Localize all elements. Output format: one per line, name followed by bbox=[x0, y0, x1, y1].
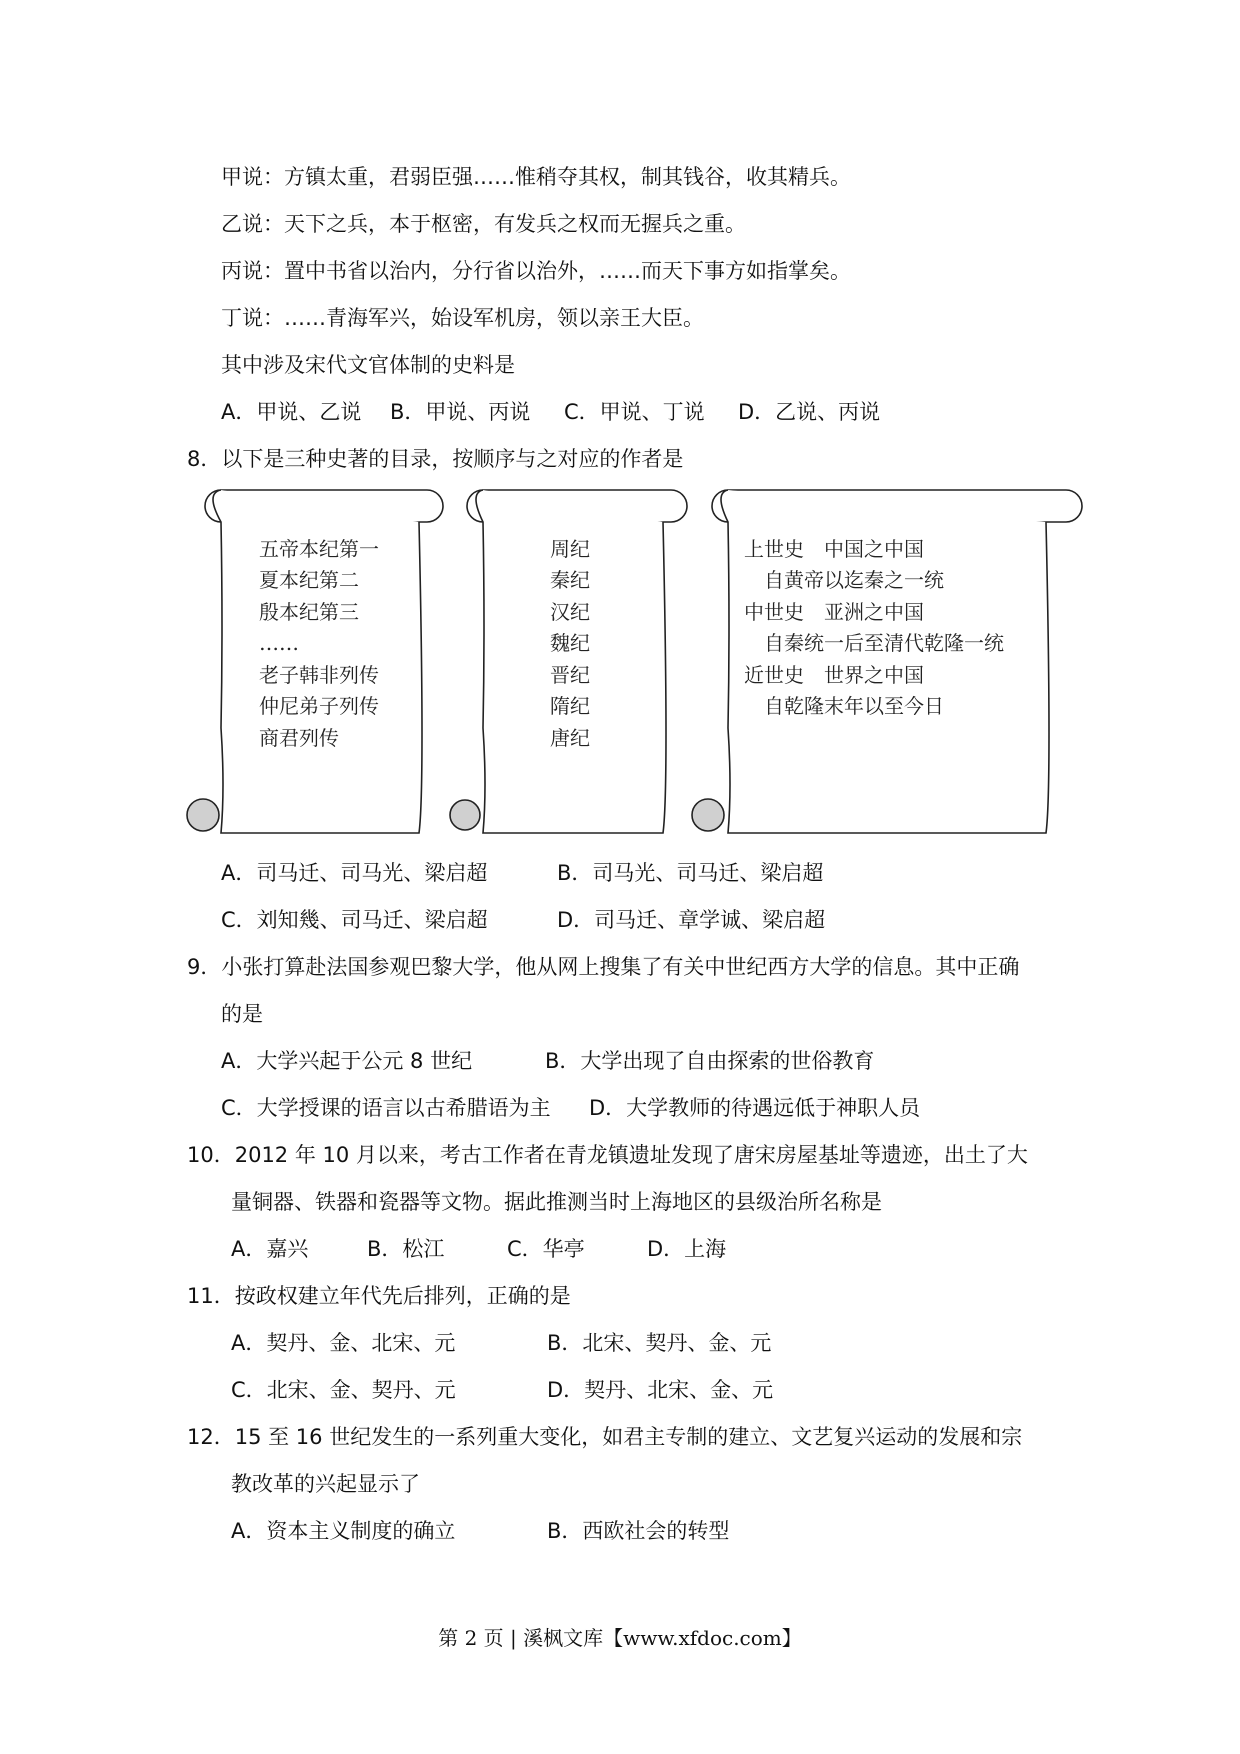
q7-line-yi: 乙说：天下之兵，本于枢密，有发兵之权而无握兵之重。 bbox=[221, 212, 746, 236]
q8-stem: 8．以下是三种史著的目录，按顺序与之对应的作者是 bbox=[187, 447, 684, 471]
q11-option-a: A．契丹、金、北宋、元 bbox=[231, 1331, 456, 1355]
q12-stem: 12．15 至 16 世纪发生的一系列重大变化，如君主专制的建立、文艺复兴运动的发展和宗 bbox=[187, 1425, 1023, 1449]
q12-option-a: A．资本主义制度的确立 bbox=[231, 1519, 456, 1543]
q9-stem-continued: 的是 bbox=[221, 1002, 263, 1026]
q11-option-b: B．北宋、契丹、金、元 bbox=[547, 1331, 772, 1355]
q11-option-d: D．契丹、北宋、金、元 bbox=[547, 1378, 774, 1402]
q7-option-c: C．甲说、丁说 bbox=[564, 400, 705, 424]
scroll-zhongguo-shi-line: 自秦统一后至清代乾隆一统 bbox=[744, 631, 1004, 655]
q9-stem: 9．小张打算赴法国参观巴黎大学，他从网上搜集了有关中世纪西方大学的信息。其中正确 bbox=[187, 955, 1020, 979]
scroll-zizhi-line: 魏纪 bbox=[550, 631, 590, 655]
q12-option-b: B．西欧社会的转型 bbox=[547, 1519, 730, 1543]
q9-option-a: A．大学兴起于公元 8 世纪 bbox=[221, 1049, 473, 1073]
q11-stem: 11．按政权建立年代先后排列，正确的是 bbox=[187, 1284, 571, 1308]
q12-stem-continued: 教改革的兴起显示了 bbox=[231, 1472, 420, 1496]
scroll-shiji-line: …… bbox=[259, 631, 299, 655]
scroll-shiji-line: 老子韩非列传 bbox=[259, 663, 379, 687]
scroll-shiji-line: 商君列传 bbox=[259, 726, 339, 750]
scroll-zizhi-line: 秦纪 bbox=[550, 568, 590, 592]
scroll-shiji-line: 仲尼弟子列传 bbox=[259, 694, 379, 718]
q10-option-b: B．松江 bbox=[367, 1237, 445, 1261]
q9-option-b: B．大学出现了自由探索的世俗教育 bbox=[545, 1049, 875, 1073]
q10-option-a: A．嘉兴 bbox=[231, 1237, 309, 1261]
q8-option-c: C．刘知幾、司马迁、梁启超 bbox=[221, 908, 488, 932]
scroll-zhongguo-shi-line: 中世史 亚洲之中国 bbox=[744, 600, 924, 624]
scroll-shiji-line: 五帝本纪第一 bbox=[259, 537, 379, 561]
scroll-zizhi-line: 周纪 bbox=[550, 537, 590, 561]
scroll-shiji-line: 夏本纪第二 bbox=[259, 568, 359, 592]
q7-option-b: B．甲说、丙说 bbox=[390, 400, 531, 424]
scroll-zizhi-line: 隋纪 bbox=[550, 694, 590, 718]
page-footer: 第 2 页 | 溪枫文库【www.xfdoc.com】 bbox=[438, 1626, 802, 1650]
q11-option-c: C．北宋、金、契丹、元 bbox=[231, 1378, 456, 1402]
scroll-zizhi-line: 唐纪 bbox=[550, 726, 590, 750]
q9-option-d: D．大学教师的待遇远低于神职人员 bbox=[589, 1096, 921, 1120]
scroll-shiji-line: 殷本纪第三 bbox=[259, 600, 359, 624]
q10-stem: 10．2012 年 10 月以来，考古工作者在青龙镇遗址发现了唐宋房屋基址等遗迹，出土了大 bbox=[187, 1143, 1028, 1167]
q8-option-d: D．司马迁、章学诚、梁启超 bbox=[557, 908, 826, 932]
q8-option-b: B．司马光、司马迁、梁启超 bbox=[557, 861, 824, 885]
q7-line-bing: 丙说：置中书省以治内，分行省以治外，……而天下事方如指掌矣。 bbox=[221, 259, 851, 283]
q7-option-a: A．甲说、乙说 bbox=[221, 400, 362, 424]
q7-question: 其中涉及宋代文官体制的史料是 bbox=[221, 353, 515, 377]
scroll-zhongguo-shi-line: 近世史 世界之中国 bbox=[744, 663, 924, 687]
q7-line-jia: 甲说：方镇太重，君弱臣强……惟稍夺其权，制其钱谷，收其精兵。 bbox=[221, 165, 851, 189]
q10-option-d: D．上海 bbox=[647, 1237, 727, 1261]
q9-option-c: C．大学授课的语言以古希腊语为主 bbox=[221, 1096, 551, 1120]
scroll-zhongguo-shi-line: 上世史 中国之中国 bbox=[744, 537, 924, 561]
scroll-zizhi-line: 晋纪 bbox=[550, 663, 590, 687]
q7-option-d: D．乙说、丙说 bbox=[738, 400, 881, 424]
q7-line-ding: 丁说：……青海军兴，始设军机房，领以亲王大臣。 bbox=[221, 306, 704, 330]
scroll-zizhi-line: 汉纪 bbox=[550, 600, 590, 624]
q10-stem-continued: 量铜器、铁器和瓷器等文物。据此推测当时上海地区的县级治所名称是 bbox=[231, 1190, 882, 1214]
scroll-zhongguo-shi-line: 自乾隆末年以至今日 bbox=[744, 694, 944, 718]
q10-option-c: C．华亭 bbox=[507, 1237, 585, 1261]
q8-option-a: A．司马迁、司马光、梁启超 bbox=[221, 861, 488, 885]
scroll-zhongguo-shi-line: 自黄帝以迄秦之一统 bbox=[744, 568, 944, 592]
